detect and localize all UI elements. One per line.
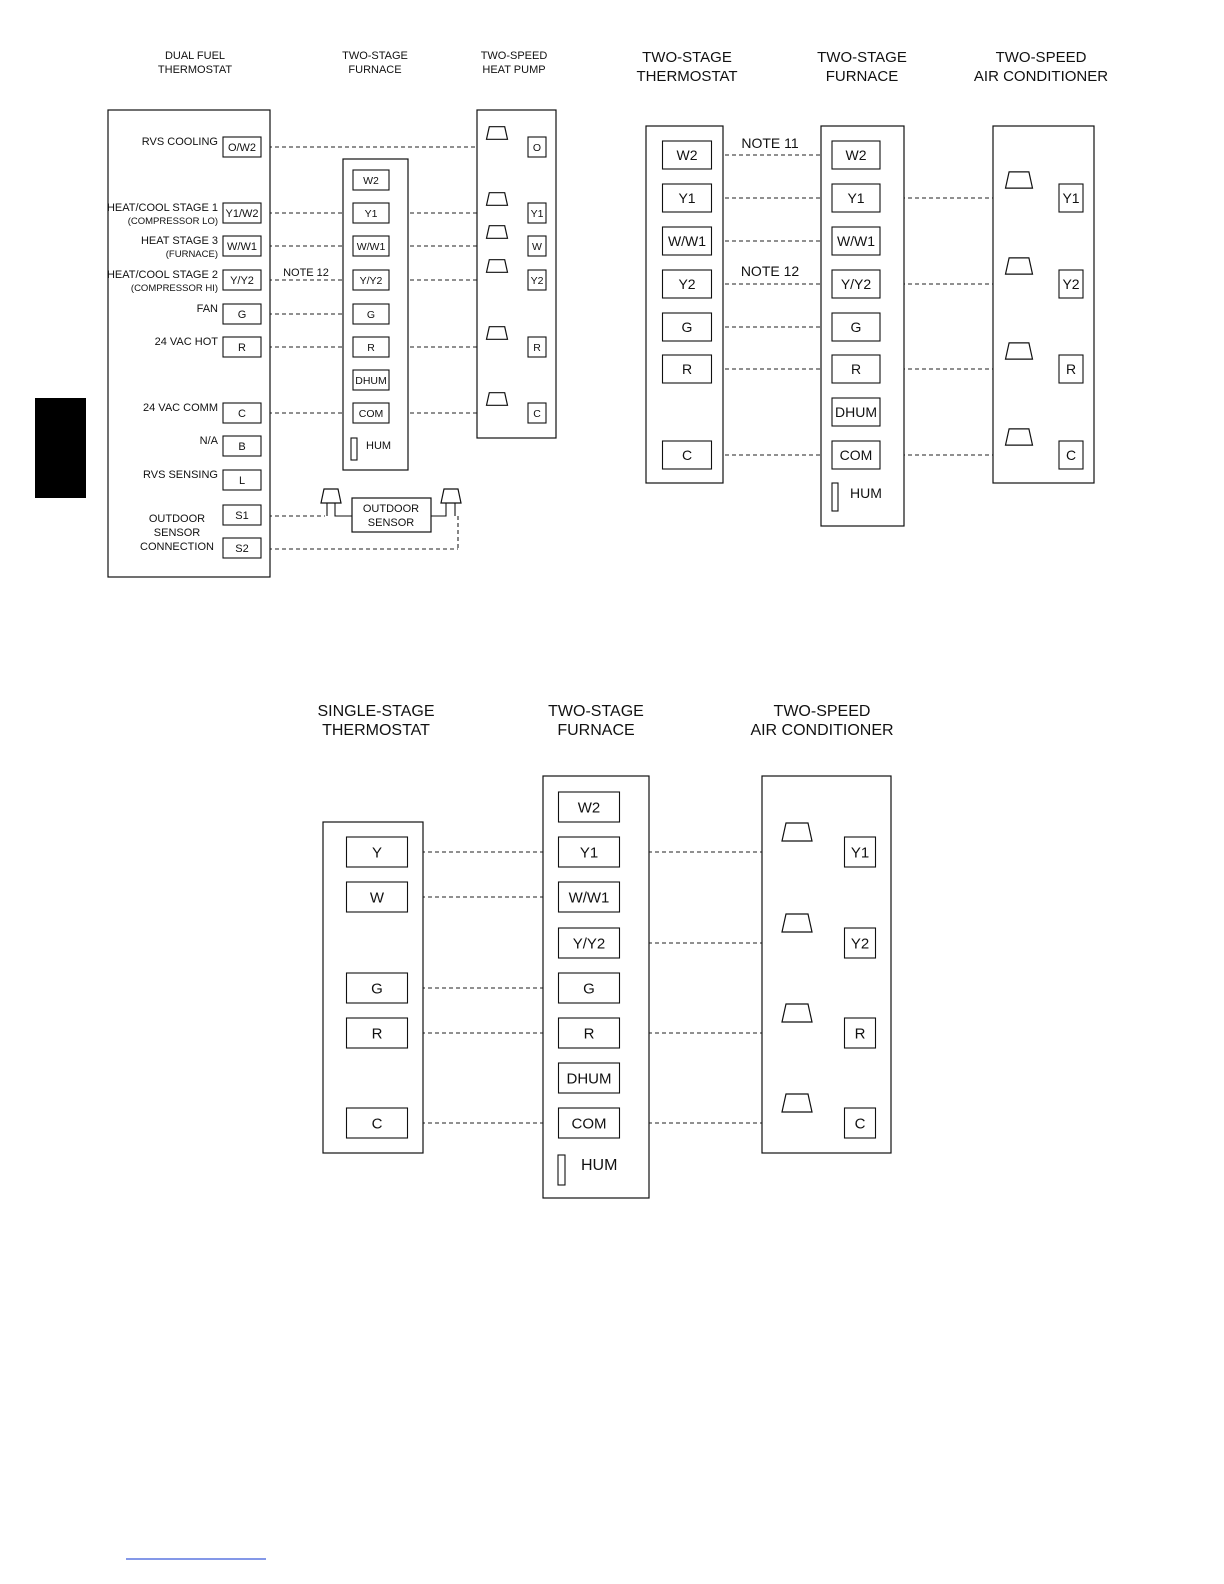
- d3-furnace-terminal-w2-label: W2: [577, 799, 601, 817]
- d1-furnace-terminal-w2-label: W2: [363, 174, 379, 187]
- d1-furnace-title: FURNACE: [348, 64, 402, 76]
- d2-thermostat-terminal-g-label: G: [681, 319, 693, 336]
- d1-furnace-title: TWO-STAGE: [342, 50, 408, 62]
- d1-furnace-terminal-dhum-label: DHUM: [355, 374, 387, 387]
- d2-thermostat-title: THERMOSTAT: [636, 68, 738, 85]
- d2-ac-terminal-y1-label: Y1: [1062, 190, 1080, 207]
- d2-furnace-terminal-y1-label: Y1: [847, 190, 865, 207]
- d1-heatpump-terminal-y2-label: Y2: [530, 274, 544, 287]
- d2-thermostat-terminal-r-label: R: [681, 361, 693, 378]
- d1-sensor-s1-legs: [327, 503, 352, 516]
- d1-thermostat-terminal-w-w1-label: W/W1: [227, 240, 257, 253]
- d3-furnace-terminal-y-y2-label: Y/Y2: [572, 935, 606, 953]
- d3-ac-title: AIR CONDITIONER: [750, 722, 894, 739]
- d1-heatpump-relay-w-coil: [487, 226, 508, 239]
- d2-ac-terminal-r-label: R: [1065, 361, 1077, 378]
- d1-thermostat-terminal-c-label: C: [238, 407, 246, 420]
- d2-ac-relay-y1-coil: [1006, 172, 1033, 188]
- d2-furnace-terminal-r-label: R: [850, 361, 862, 378]
- d3-ac-terminal-y2-label: Y2: [850, 935, 870, 953]
- d2-hum-label: HUM: [850, 485, 882, 501]
- d3-furnace-terminal-g-label: G: [583, 980, 595, 998]
- d2-thermostat-panel: [646, 126, 723, 483]
- d1-sensor-connection-label: OUTDOOR: [148, 513, 206, 525]
- d3-thermostat-title: THERMOSTAT: [322, 722, 430, 739]
- d1-furnace-terminal-com-label: COM: [358, 407, 384, 420]
- d1-thermostat-row-label: (COMPRESSOR LO): [127, 216, 218, 227]
- d3-furnace-title: FURNACE: [557, 722, 635, 739]
- d3-ac-terminal-r-label: R: [854, 1025, 866, 1043]
- d1-heatpump-terminal-c-label: C: [533, 407, 541, 420]
- d1-heatpump-title: TWO-SPEED: [480, 50, 548, 62]
- component-layer: [35, 110, 1094, 1559]
- d3-ac-title: TWO-SPEED: [773, 703, 871, 720]
- d1-thermostat-terminal-s1-label: S1: [235, 509, 249, 522]
- d1-thermostat-title: THERMOSTAT: [157, 64, 233, 76]
- d1-thermostat-terminal-b-label: B: [238, 440, 246, 453]
- d1-thermostat-row-label: HEAT/COOL STAGE 2: [106, 269, 218, 281]
- d2-ac-relay-y2-coil: [1006, 258, 1033, 274]
- d1-furnace-terminal-g-label: G: [366, 308, 376, 321]
- d3-furnace-terminal-com-label: COM: [571, 1115, 607, 1133]
- d3-furnace-terminal-dhum-label: DHUM: [566, 1070, 612, 1088]
- d2-furnace-terminal-w-w1-label: W/W1: [836, 233, 876, 250]
- d1-furnace-terminal-y-y2-label: Y/Y2: [359, 274, 383, 287]
- d2-thermostat-terminal-w2-label: W2: [676, 147, 698, 164]
- side-tab: [35, 398, 86, 498]
- d3-thermostat-title: SINGLE-STAGE: [317, 703, 435, 720]
- d2-hum-indicator: [832, 483, 838, 511]
- d1-hum-indicator: [351, 438, 357, 460]
- d1-furnace-terminal-w-w1-label: W/W1: [356, 240, 386, 253]
- d3-ac-terminal-c-label: C: [854, 1115, 866, 1133]
- d1-thermostat-row-label: 24 VAC HOT: [154, 336, 218, 348]
- d1-thermostat-row-label: (COMPRESSOR HI): [130, 283, 218, 294]
- d3-thermostat-terminal-g-label: G: [371, 980, 383, 998]
- d2-furnace-terminal-y-y2-label: Y/Y2: [840, 276, 872, 293]
- d2-thermostat-terminal-y2-label: Y2: [678, 276, 696, 293]
- d3-ac-panel: [762, 776, 891, 1153]
- d2-ac-relay-r-coil: [1006, 343, 1033, 359]
- d1-outdoor-sensor-label: OUTDOOR: [362, 503, 420, 515]
- d3-furnace-title: TWO-STAGE: [548, 703, 644, 720]
- d1-sensor-s2-legs: [431, 503, 455, 516]
- d1-heatpump-relay-r-coil: [487, 327, 508, 340]
- d1-sensor-s1-symbol: [321, 489, 341, 503]
- d2-furnace-terminal-g-label: G: [850, 319, 862, 336]
- d3-thermostat-terminal-c-label: C: [371, 1115, 383, 1133]
- d3-hum-indicator: [558, 1155, 565, 1185]
- d1-sensor-connection-label: CONNECTION: [140, 541, 214, 553]
- d2-thermostat-terminal-w-w1-label: W/W1: [667, 233, 707, 250]
- d1-heatpump-terminal-o-label: O: [532, 141, 542, 154]
- d3-ac-terminal-y1-label: Y1: [850, 844, 870, 862]
- d1-thermostat-row-label: (FURNACE): [165, 249, 218, 260]
- d1-thermostat-row-label: HEAT/COOL STAGE 1: [106, 202, 218, 214]
- d1-thermostat-terminal-l-label: L: [238, 474, 246, 487]
- d1-thermostat-terminal-y-y2-label: Y/Y2: [230, 274, 254, 287]
- d1-thermostat-terminal-r-label: R: [238, 341, 246, 354]
- d2-thermostat-title: TWO-STAGE: [642, 49, 732, 66]
- d2-furnace-terminal-com-label: COM: [839, 447, 873, 464]
- d2-ac-relay-c-coil: [1006, 429, 1033, 445]
- d3-ac-relay-y2-coil: [782, 914, 812, 932]
- d1-heatpump-relay-o-coil: [487, 127, 508, 140]
- d1-thermostat-terminal-o-w2-label: O/W2: [227, 141, 257, 154]
- d1-hum-label: HUM: [366, 440, 392, 452]
- d2-furnace-title: TWO-STAGE: [817, 49, 907, 66]
- d1-thermostat-terminal-s2-label: S2: [235, 542, 249, 555]
- d1-thermostat-row-label: FAN: [196, 303, 218, 315]
- d2-furnace-terminal-w2-label: W2: [845, 147, 867, 164]
- d1-thermostat-row-label: N/A: [199, 435, 218, 447]
- d2-furnace-title: FURNACE: [825, 68, 899, 85]
- d1-heatpump-title: HEAT PUMP: [482, 64, 546, 76]
- d1-heatpump-terminal-r-label: R: [533, 341, 541, 354]
- d2-ac-title: AIR CONDITIONER: [973, 68, 1109, 85]
- d1-heatpump-relay-c-coil: [487, 393, 508, 406]
- d2-note-11: NOTE 11: [741, 135, 799, 151]
- d2-ac-terminal-y2-label: Y2: [1062, 276, 1080, 293]
- d1-thermostat-terminal-y1-w2-label: Y1/W2: [225, 207, 259, 220]
- d1-furnace-terminal-y1-label: Y1: [364, 207, 378, 220]
- d3-ac-relay-c-coil: [782, 1094, 812, 1112]
- d2-thermostat-terminal-c-label: C: [681, 447, 693, 464]
- d3-furnace-terminal-r-label: R: [583, 1025, 595, 1043]
- d1-thermostat-row-label: RVS SENSING: [143, 469, 218, 481]
- d3-hum-label: HUM: [581, 1157, 618, 1174]
- d1-sensor-connection-label: SENSOR: [153, 527, 201, 539]
- d2-thermostat-terminal-y1-label: Y1: [678, 190, 696, 207]
- d1-thermostat-row-label: 24 VAC COMM: [143, 402, 218, 414]
- d1-outdoor-sensor-label: SENSOR: [367, 517, 415, 529]
- d1-thermostat-row-label: RVS COOLING: [141, 136, 218, 148]
- d3-ac-relay-r-coil: [782, 1004, 812, 1022]
- d3-ac-relay-y1-coil: [782, 823, 812, 841]
- d2-note-12: NOTE 12: [740, 263, 800, 279]
- d3-thermostat-terminal-r-label: R: [371, 1025, 383, 1043]
- d1-heatpump-terminal-w-label: W: [532, 240, 542, 253]
- d1-heatpump-relay-y1-coil: [487, 193, 508, 206]
- d2-furnace-terminal-dhum-label: DHUM: [835, 404, 877, 421]
- d1-sensor-s2-symbol: [441, 489, 461, 503]
- d3-furnace-terminal-w-w1-label: W/W1: [568, 889, 610, 907]
- d1-thermostat-row-label: HEAT STAGE 3: [140, 235, 218, 247]
- d3-furnace-terminal-y1-label: Y1: [579, 844, 599, 862]
- d1-heatpump-relay-y2-coil: [487, 260, 508, 273]
- d1-note-12: NOTE 12: [283, 267, 329, 279]
- d1-thermostat-terminal-g-label: G: [237, 308, 247, 321]
- d2-ac-terminal-c-label: C: [1065, 447, 1077, 464]
- d1-heatpump-terminal-y1-label: Y1: [530, 207, 544, 220]
- d3-thermostat-terminal-w-label: W: [369, 889, 385, 907]
- d1-thermostat-title: DUAL FUEL: [164, 50, 226, 62]
- d2-ac-title: TWO-SPEED: [995, 49, 1087, 66]
- d1-furnace-terminal-r-label: R: [367, 341, 375, 354]
- d3-thermostat-terminal-y-label: Y: [371, 844, 383, 862]
